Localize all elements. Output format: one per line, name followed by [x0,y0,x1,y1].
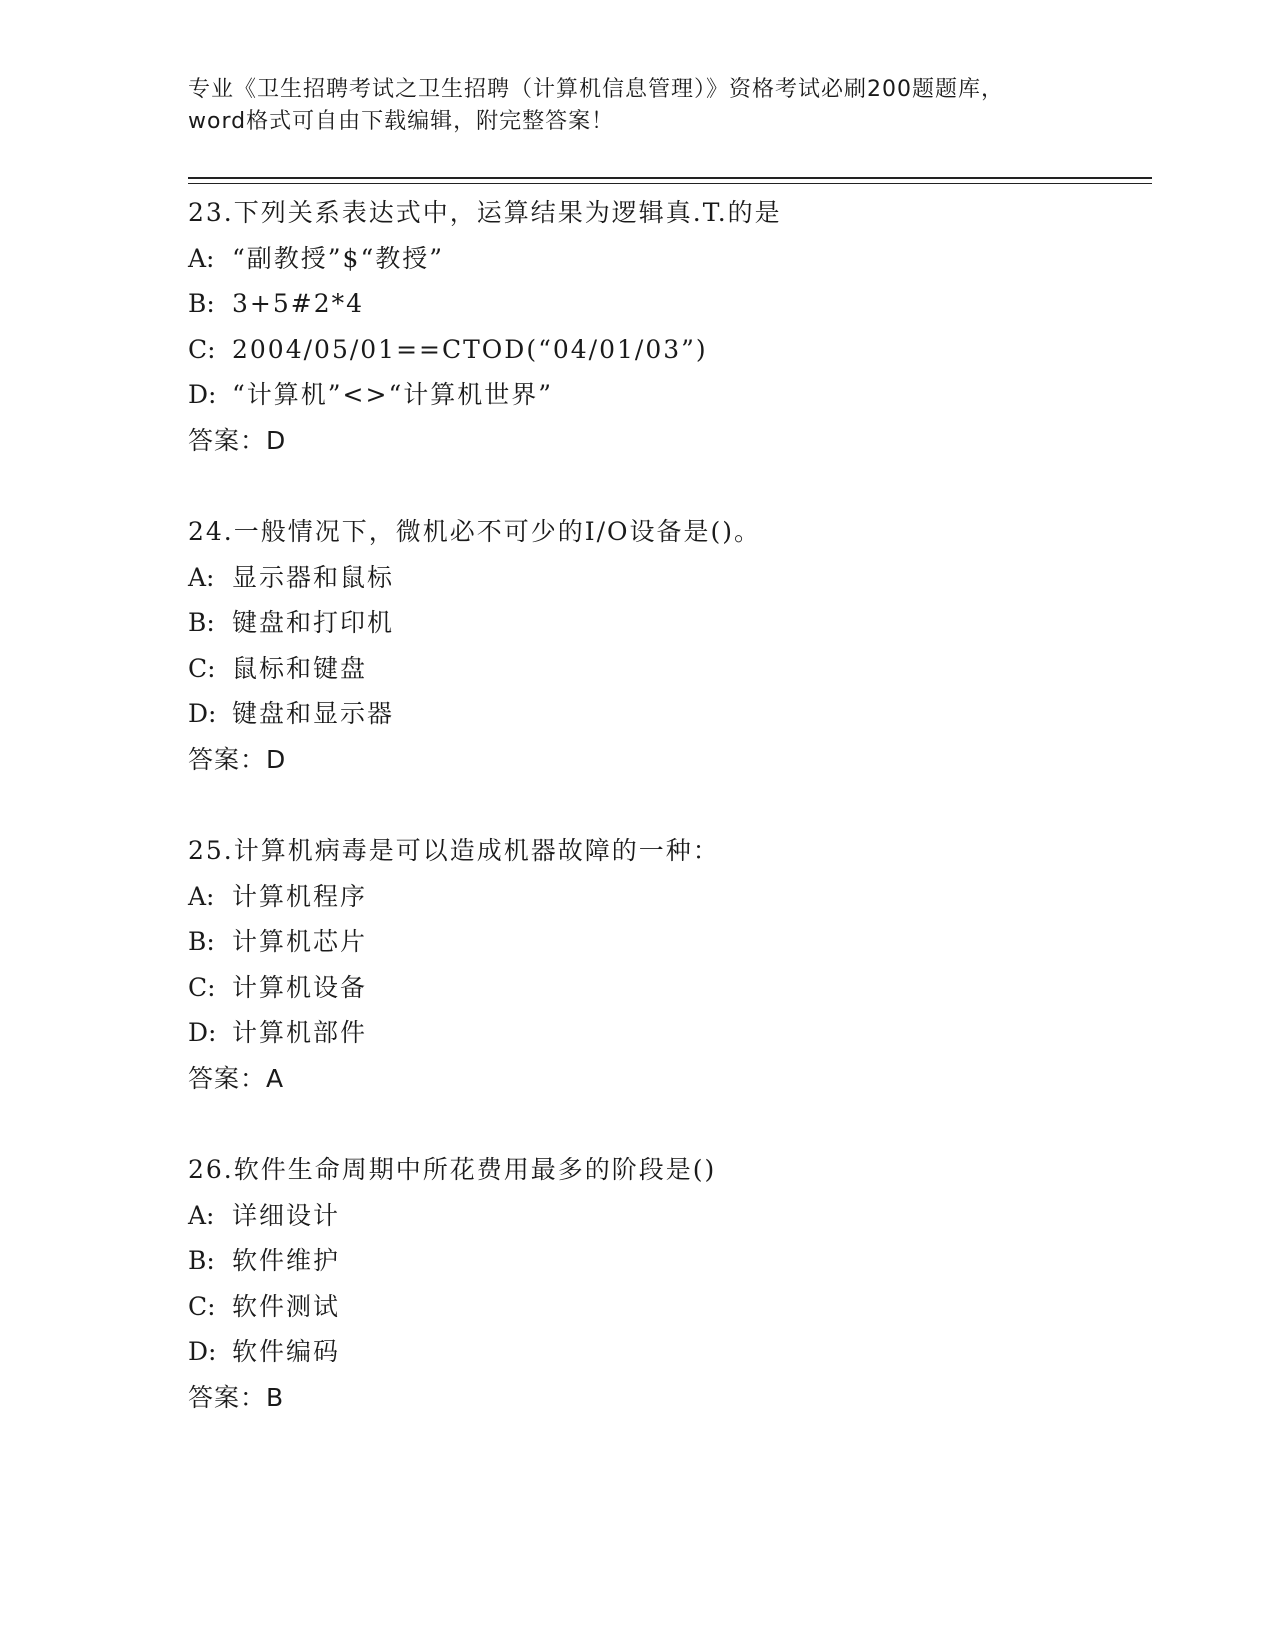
option-letter: D: [188,380,217,409]
header-line-2: word格式可自由下载编辑，附完整答案！ [188,109,615,134]
option-letter: A: [188,881,215,911]
option-text: 鼠标和键盘 [232,653,368,683]
option-d [188,372,1148,418]
question-list [188,190,1148,1466]
question-24 [188,509,1148,782]
answer-line: 答案：B [188,1382,285,1412]
option-letter: D: [188,1337,217,1366]
question-26 [188,1147,1148,1420]
option-text: 计算机芯片 [232,927,368,956]
option-text: 软件测试 [232,1291,341,1321]
option-c [188,327,1148,373]
question-text: 24.一般情况下，微机必不可少的I/O设备是()。 [188,517,762,546]
option-letter: C: [188,972,216,1002]
question-25 [188,828,1148,1101]
option-text: 软件维护 [232,1246,341,1275]
option-a [188,1193,1148,1239]
option-text: 详细设计 [232,1200,341,1230]
option-a [188,874,1148,920]
option-letter: B: [188,608,215,637]
option-c [188,1284,1148,1330]
document-header [188,74,1088,138]
option-text: 显示器和鼠标 [232,562,395,592]
option-letter: D: [188,1018,217,1047]
option-b [188,919,1148,965]
option-c [188,965,1148,1011]
option-b [188,600,1148,646]
option-d [188,691,1148,737]
question-text: 25.计算机病毒是可以造成机器故障的一种： [188,836,720,865]
option-b [188,1238,1148,1284]
option-letter: B: [188,289,215,318]
option-c [188,646,1148,692]
question-text: 26.软件生命周期中所花费用最多的阶段是() [188,1155,717,1184]
option-a [188,555,1148,601]
option-letter: B: [188,927,215,956]
question-23 [188,190,1148,463]
question-text: 23.下列关系表达式中，运算结果为逻辑真.T.的是 [188,198,782,227]
header-divider-thick [188,177,1152,179]
option-letter: D: [188,699,217,728]
option-letter: C: [188,653,216,683]
answer-line: 答案：A [188,1063,285,1093]
option-text: “计算机”<>“计算机世界” [232,380,554,409]
option-letter: B: [188,1246,215,1275]
option-text: 2004/05/01==CTOD(“04/01/03”) [232,334,708,364]
answer-line: 答案：D [188,425,287,455]
answer-line: 答案：D [188,744,287,774]
option-text: 键盘和显示器 [232,699,395,728]
header-divider-thin [188,183,1152,184]
option-text: 计算机设备 [232,972,368,1002]
option-d [188,1010,1148,1056]
option-text: “副教授”$“教授” [232,243,445,273]
option-letter: A: [188,1200,215,1230]
header-line-1: 专业《卫生招聘考试之卫生招聘（计算机信息管理）》资格考试必刷200题题库， [188,77,1004,102]
option-a [188,236,1148,282]
option-letter: A: [188,243,215,273]
option-letter: A: [188,562,215,592]
option-letter: C: [188,1291,216,1321]
option-letter: C: [188,334,216,364]
option-text: 3+5#2*4 [232,289,365,318]
option-b [188,281,1148,327]
option-text: 软件编码 [232,1337,341,1366]
option-d [188,1329,1148,1375]
option-text: 计算机部件 [232,1018,368,1047]
option-text: 计算机程序 [232,881,368,911]
option-text: 键盘和打印机 [232,608,395,637]
